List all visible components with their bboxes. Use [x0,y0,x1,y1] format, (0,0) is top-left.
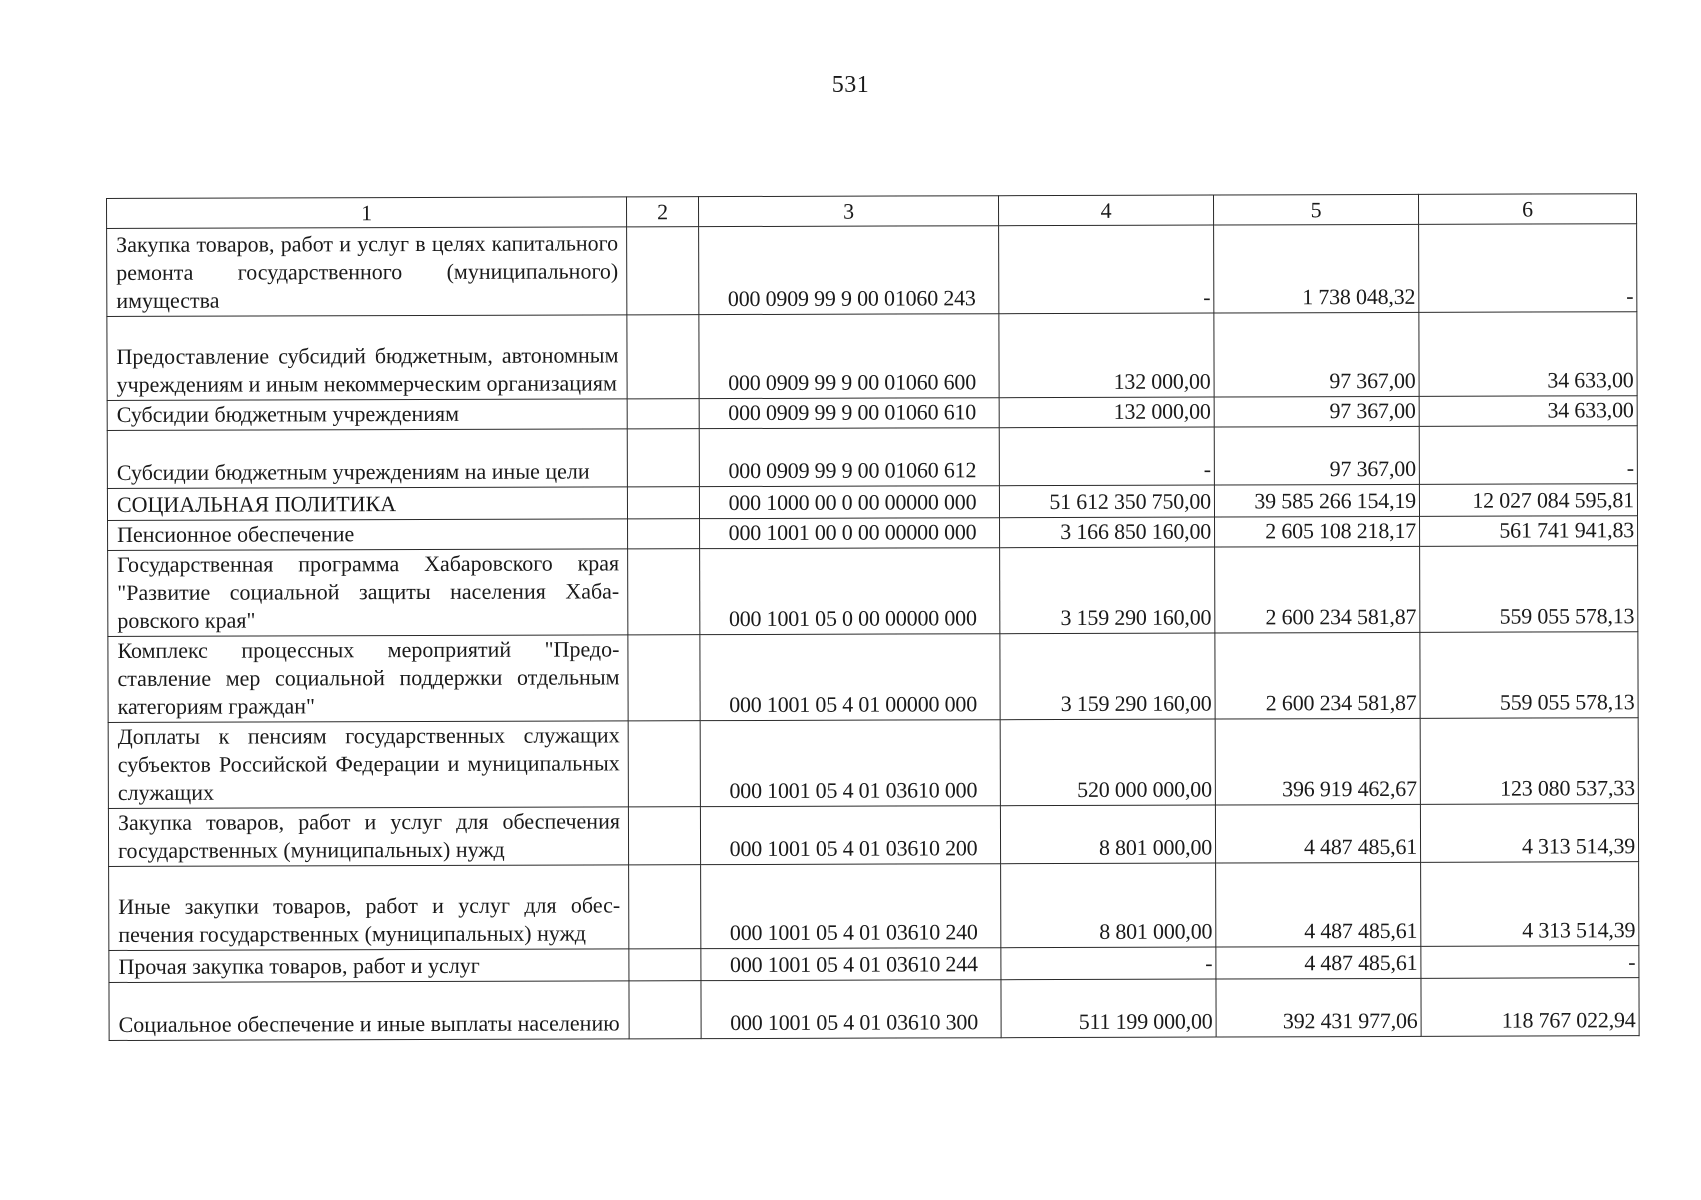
row-value-4: 511 199 000,00 [1001,979,1216,1038]
row-value-5: 97 367,00 [1214,396,1419,427]
page-number: 531 [831,72,870,98]
row-value-6: 561 741 941,83 [1420,516,1638,547]
table-row [108,632,1638,723]
row-code: 000 1000 00 0 00 00000 000 [699,486,999,519]
row-value-5: 392 431 977,06 [1216,978,1421,1037]
row-name: Комплекс процессных мероприятий "Предоставление мер социальной поддержки отдельным категориям граждан" [108,635,628,723]
row-code: 000 1001 05 0 00 00000 000 [700,548,1000,635]
row-name: Социальное обеспечение и иные выплаты населению [109,981,629,1041]
row-value-6: 34 633,00 [1419,312,1637,397]
header-col-3: 3 [698,196,998,227]
table-row [107,312,1637,401]
row-value-5: 2 600 234 581,87 [1215,632,1420,719]
row-name: Предоставление субсидий бюджетным, автономным учреждениям и иным некоммерческим организациям [107,315,627,401]
header-col-5: 5 [1213,194,1418,225]
row-value-6: 559 055 578,13 [1420,546,1638,633]
table-row [107,224,1637,317]
row-col-2 [628,721,700,807]
row-col-2 [628,519,700,549]
row-name: Субсидии бюджетным учреждениям [107,399,627,431]
row-col-2 [628,807,700,865]
header-col-4: 4 [998,195,1213,226]
row-value-5: 39 585 266 154,19 [1214,484,1419,517]
row-value-4: - [999,225,1214,314]
row-value-5: 2 600 234 581,87 [1215,546,1420,633]
row-name: Прочая закупка товаров, работ и услуг [109,949,629,983]
table-row [109,946,1639,983]
table-row [107,484,1637,521]
row-code: 000 0909 99 9 00 01060 600 [699,314,999,399]
row-value-4: - [999,427,1214,486]
row-code: 000 1001 05 4 01 03610 240 [701,864,1001,949]
row-code: 000 0909 99 9 00 01060 243 [699,226,999,315]
row-value-5: 1 738 048,32 [1214,224,1419,313]
row-value-6: 123 080 537,33 [1420,718,1638,805]
row-value-5: 4 487 485,61 [1216,946,1421,979]
table-body [107,224,1640,1041]
table-row [108,546,1638,637]
row-value-6: 4 313 514,39 [1421,862,1639,947]
row-value-4: 520 000 000,00 [1000,719,1215,806]
row-value-4: 3 159 290 160,00 [1000,547,1215,634]
row-value-6: 4 313 514,39 [1420,804,1638,863]
header-col-2: 2 [626,197,698,227]
row-name: Доплаты к пенсиям государственных служащих субъектов Российской Федерации и муниципальных служащих [108,721,628,809]
row-name: Государственная программа Хабаровского края "Развитие социальной защиты населения Хабаровского края" [108,549,628,637]
budget-execution-table [106,193,1640,1041]
row-col-2 [628,635,700,721]
row-value-6: - [1419,426,1637,485]
row-col-2 [628,549,700,635]
row-code: 000 0909 99 9 00 01060 612 [699,428,999,487]
row-code: 000 0909 99 9 00 01060 610 [699,398,999,429]
row-value-5: 97 367,00 [1214,426,1419,485]
row-name: Закупка товаров, работ и услуг для обеспечения государственных (муниципальных) нужд [108,807,628,867]
header-row [107,194,1637,229]
row-name: Закупка товаров, работ и услуг в целях капитального ремонта государственного (муниципального) имущества [107,227,627,317]
row-value-4: 51 612 350 750,00 [999,485,1214,518]
row-value-6: - [1421,946,1639,979]
row-col-2 [629,865,701,949]
table-row [108,804,1638,867]
row-code: 000 1001 00 0 00 00000 000 [700,518,1000,549]
row-value-6: 118 767 022,94 [1421,978,1639,1037]
row-value-4: - [1001,947,1216,980]
table-row [107,426,1637,489]
row-value-6: 34 633,00 [1419,396,1637,427]
row-col-2 [629,949,701,981]
row-value-4: 8 801 000,00 [1000,805,1215,864]
row-value-6: 12 027 084 595,81 [1419,484,1637,517]
table-row [107,396,1637,431]
row-value-6: 559 055 578,13 [1420,632,1638,719]
row-name: Иные закупки товаров, работ и услуг для обеспечения государственных (муниципальных) нужд [109,865,629,951]
table-row [108,516,1638,551]
table-row [109,862,1639,951]
row-value-5: 4 487 485,61 [1215,804,1420,863]
row-col-2 [627,315,699,399]
row-code: 000 1001 05 4 01 03610 244 [701,948,1001,981]
row-col-2 [627,429,699,487]
header-col-6: 6 [1418,194,1636,225]
row-value-5: 97 367,00 [1214,312,1419,397]
table-row [108,718,1638,809]
row-col-2 [627,399,699,429]
row-code: 000 1001 05 4 01 03610 300 [701,980,1001,1039]
row-code: 000 1001 05 4 01 03610 000 [700,720,1000,807]
row-name: Пенсионное обеспечение [108,519,628,551]
row-value-4: 8 801 000,00 [1001,863,1216,948]
row-value-5: 4 487 485,61 [1216,862,1421,947]
row-value-4: 3 159 290 160,00 [1000,633,1215,720]
row-value-4: 132 000,00 [999,313,1214,398]
header-col-1: 1 [107,197,627,229]
row-name: СОЦИАЛЬНАЯ ПОЛИТИКА [107,487,627,521]
table-row [109,978,1639,1041]
row-value-6: - [1419,224,1637,313]
row-col-2 [627,487,699,519]
row-value-4: 132 000,00 [999,397,1214,428]
row-code: 000 1001 05 4 01 03610 200 [700,806,1000,865]
table-header [107,194,1637,229]
row-col-2 [627,227,699,315]
row-col-2 [629,981,701,1039]
row-value-4: 3 166 850 160,00 [1000,517,1215,548]
row-value-5: 396 919 462,67 [1215,718,1420,805]
row-name: Субсидии бюджетным учреждениям на иные цели [107,429,627,489]
row-code: 000 1001 05 4 01 00000 000 [700,634,1000,721]
row-value-5: 2 605 108 218,17 [1215,516,1420,547]
